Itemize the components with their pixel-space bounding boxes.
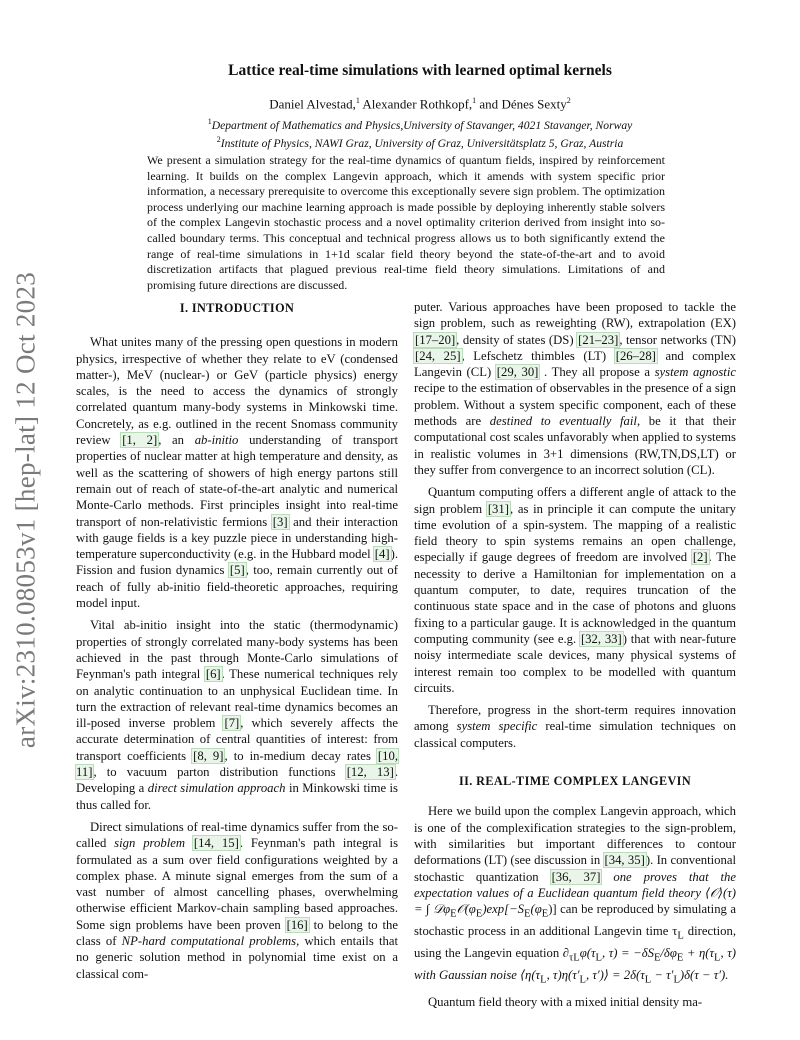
intro-paragraph-3-continued (414, 299, 736, 478)
text-run: What unites many of the pressing open questions in modern physics, irrespective of whether they relate to eV (condensed matter-), MeV (nuclear-) or GeV (particle physics) energy scales, is the need to access the dynamics of strongly correlated quantum many-body systems in Minkowski time. Concretely, as e.g. outlined in the recent Snomass community review (76, 335, 398, 448)
citation-link[interactable]: [36, 37] (551, 869, 601, 884)
math-sub: L (595, 952, 603, 964)
text-run: , which severely affects the accurate determination of central quantities of interest: from transport coefficients (76, 716, 398, 763)
text-run: . The necessity to derive a Hamiltonian for implementation on a quantum computer, to date, requires truncation of the continuous state space and in the case of photons and gluons fixing to a particular gauge. It is acknowledged in the quantum computing community (see e.g. (414, 550, 736, 646)
author-1: Daniel Alvestad, (269, 96, 356, 112)
affiliations (100, 115, 740, 152)
math-sub: L (540, 974, 547, 986)
text-run: . These numerical techniques rely on analytic continuation to an unphysical Euclidean time. In turn the extraction of relevant real-time dynamics becomes an ill-posed inverse problem (76, 667, 398, 731)
citation-link[interactable]: [34, 35] (604, 853, 645, 868)
affiliation-1-text: Department of Mathematics and Physics,University of Stavanger, 4021 Stavanger, Norway (211, 118, 633, 132)
langevin-paragraph-2: Quantum field theory with a mixed initial density ma- (428, 995, 703, 1010)
text-run: to belong to the class of (76, 917, 398, 948)
text-run: recipe to the estimation of observables in the presence of a sign problem. Without a system specific component, each of these methods are (414, 381, 736, 429)
intro-paragraph-3 (76, 819, 398, 982)
text-run: ) that with near-future noisy intermediate scale devices, many physical systems of interest remain too complex to be modelled with quantum circuits. (414, 631, 737, 695)
abstract: We present a simulation strategy for the real-time dynamics of quantum fields, inspired by reinforcement learning. It builds on the complex Langevin approach, which it amends with system specific prior information, a necessary prerequisite to overcome this exceptionally severe sign problem. The optimization process underlying our machine learning approach is made possible by deploying inherently stable solvers of the complex Langevin stochastic process and a novel optimality criterion derived from insight into so-called boundary terms. This conceptual and technical progress allows us to both significantly extend the range of real-time simulations in 1+1d scalar field theory beyond the state-of-the-art and to avoid discretization artifacts that plagued previous real-time field theory simulations. Limitations of and promising future directions are discussed. (147, 153, 665, 292)
text-run: , be it that their computational cost scales unfavorably when applied to systems in realistic volumes in 3+1 dimensions (RW,TN,DS,LT) or they suffer from convergence to an incorrect solution (CL). (414, 414, 736, 477)
math-sub: L (644, 974, 652, 986)
math-sub: L (714, 952, 721, 964)
math-sub: E (450, 908, 457, 920)
citation-link[interactable]: [3] (272, 514, 288, 529)
math-sub: τL (569, 952, 580, 964)
text-run: )] can be reproduced by simulating a stochastic process in an additional Langevin time τ (414, 902, 736, 938)
text-run: Quantum computing offers a different angle of attack to the sign problem (414, 485, 736, 516)
text-run: . Developing a (76, 765, 399, 796)
math: 𝒪(φ (456, 902, 476, 917)
text-run: , which entails that no generic solution method in polynomial time exist on a classical com- (76, 933, 399, 981)
affiliation-1-mark: 1 (207, 117, 212, 126)
math: /δφ (660, 945, 677, 960)
arxiv-identifier: arXiv:2310.08053v1 [hep-lat] 12 Oct 2023 (10, 271, 41, 749)
math-sub: L (673, 974, 680, 986)
intro-paragraph-1 (76, 334, 398, 611)
citation-link[interactable]: [31] (487, 501, 509, 516)
text-run: understanding of transport properties of nuclear matter at high temperature and density, as well as the scattering of showers of high energy partons still remain out of reach of state-of-the-art analytic and numerical Monte-Carlo methods. First principles insight into real-time transport of non-relativistic fermions (76, 433, 398, 529)
author-2: Alexander Rothkopf, (362, 96, 473, 112)
author-3: Dénes Sexty (501, 96, 567, 112)
text-run: , an (158, 433, 195, 448)
text-run: . They all propose a (539, 365, 655, 380)
math: , τ) = −δS (602, 945, 654, 960)
text-run: , tensor networks (TN) (619, 332, 736, 347)
text-run: , to in-medium decay rates (224, 748, 377, 763)
math-sub: L (579, 974, 586, 986)
emphasis: ab-initio (194, 433, 239, 448)
text-run: in Minkowski time is thus called for. (76, 781, 398, 812)
text-run: , Lefschetz thimbles (LT) (461, 348, 615, 363)
emphasis: destined to eventually fail (489, 414, 637, 429)
citation-link[interactable]: [7] (224, 716, 240, 731)
text-run: Here we build upon the complex Langevin approach, which is one of the complexification strategies to the sign-problem, with similarities but important differences to contour deformations (LT) (see discussion in (414, 804, 736, 868)
citation-link[interactable]: [2] (692, 550, 708, 565)
math: − τ′ (651, 967, 674, 982)
citation-link[interactable]: [29, 30] (496, 365, 539, 380)
citation-link[interactable]: [8, 9] (193, 748, 224, 763)
text-run: Therefore, progress in the short-term requires innovation among (414, 703, 736, 734)
math: )exp[−S (482, 902, 524, 917)
math: )δ(τ − τ′). (679, 967, 729, 982)
author-3-affil: 2 (566, 96, 571, 105)
text-run: , as in principle it can compute the unitary time evolution of a spin-system. The mapping of a realistic field theory to spin systems remains an open challenge, especially if gauge degrees of freedom are involved (414, 501, 736, 565)
paper-title: Lattice real-time simulations with learned optimal kernels (228, 62, 612, 79)
citation-link[interactable]: [6] (205, 667, 221, 682)
text-run: ). In conventional stochastic quantization (414, 853, 736, 884)
math: , τ′)⟩ = 2δ(τ (586, 967, 645, 982)
text-run: Direct simulations of real-time dynamics suffer from the so-called (76, 819, 398, 851)
affiliation-2 (100, 133, 740, 151)
left-column (76, 300, 398, 982)
text-run: , density of states (DS) (456, 332, 578, 347)
citation-link[interactable]: [24, 25] (415, 348, 461, 363)
citation-link[interactable]: [17–20] (415, 332, 456, 347)
langevin-paragraph-1 (414, 803, 736, 988)
right-column (414, 299, 736, 1011)
math-sub: E (541, 908, 549, 920)
citation-link[interactable]: [21–23] (578, 332, 619, 347)
math-sub: E (653, 952, 661, 964)
text-run (185, 836, 193, 850)
citation-link[interactable]: [14, 15] (193, 836, 239, 851)
text-run: real-time simulation techniques on classical computers. (414, 719, 736, 750)
math-sub: E (676, 952, 684, 964)
citation-link[interactable]: [32, 33] (580, 631, 622, 646)
citation-link[interactable]: [10, 11] (76, 748, 399, 780)
math: , τ) with Gaussian noise ⟨η(τ (414, 945, 736, 982)
author-2-affil: 1 (472, 96, 477, 105)
intro-paragraph-4 (414, 484, 736, 696)
affiliation-2-mark: 2 (216, 135, 221, 145)
text-run: , to vacuum parton distribution functions (93, 765, 346, 780)
intro-paragraph-2 (76, 617, 398, 813)
emphasis: sign problem (114, 836, 186, 851)
text-run: puter. Various approaches have been proposed to tackle the sign problem, such as reweighting (RW), extrapolation (EX) (414, 300, 736, 331)
citation-link[interactable]: [1, 2] (122, 433, 158, 448)
text-run: . Feynman's path integral is formulated as a sum over field configurations weighted by a complex phase. A minute signal emerges from the sum of a vast number of almost cancelling phases, overwhelming otherwise efficient Markov-chain sampling based approaches. Some sign problems have been proven (76, 836, 399, 932)
math-sub: E (524, 908, 531, 920)
citation-link[interactable]: [16] (286, 917, 308, 932)
text-run: , too, remain currently out of reach of fully ab-initio field-theoretic approaches, requiring model input. (76, 563, 398, 611)
citation-link[interactable]: [5] (229, 563, 245, 578)
math: one proves that the expectation values of a Euclidean quantum field theory ⟨𝒪⟩(τ) = ∫ 𝒟φ (414, 869, 736, 917)
text-run: and their interaction with gauge fields is a key puzzle piece in understanding high-temperature superconductivity (e.g. in the Hubbard model (76, 514, 398, 562)
affiliation-1 (100, 115, 740, 133)
math: + η(τ (683, 945, 715, 960)
section-2-heading: II. REAL-TIME COMPLEX LANGEVIN (458, 774, 692, 789)
text-run: and complex Langevin (CL) (414, 348, 736, 380)
emphasis: system agnostic (654, 365, 736, 380)
citation-link[interactable]: [26–28] (615, 348, 656, 363)
citation-link[interactable]: [12, 13] (346, 765, 394, 780)
arxiv-sidebar-stamp (6, 271, 46, 749)
math: , τ)η(τ′ (546, 967, 580, 982)
emphasis: system specific (456, 719, 538, 734)
text-run: direction, using the Langevin equation ∂ (414, 923, 736, 960)
math-sub: E (475, 908, 483, 920)
emphasis: direct simulation approach (147, 781, 286, 796)
author-list (100, 96, 740, 112)
citation-link[interactable]: [4] (374, 547, 390, 562)
math: (φ (530, 902, 542, 917)
author-and: and (479, 96, 499, 112)
affiliation-2-text: Institute of Physics, NAWI Graz, University of Graz, Universitätsplatz 5, Graz, Austria (220, 137, 624, 151)
text-run: Vital ab-initio insight into the static (thermodynamic) properties of strongly correlated many-body systems has been achieved in the past through Monte-Carlo simulations of Feynman's path integral (76, 618, 398, 682)
section-1-heading: I. INTRODUCTION (179, 301, 295, 315)
emphasis: NP-hard computational problems (121, 933, 297, 948)
author-1-affil: 1 (355, 96, 360, 105)
math-sub: L (677, 930, 684, 942)
intro-paragraph-5 (414, 702, 736, 751)
text-run: ). Fission and fusion dynamics (76, 547, 398, 578)
math: φ(τ (579, 945, 596, 960)
